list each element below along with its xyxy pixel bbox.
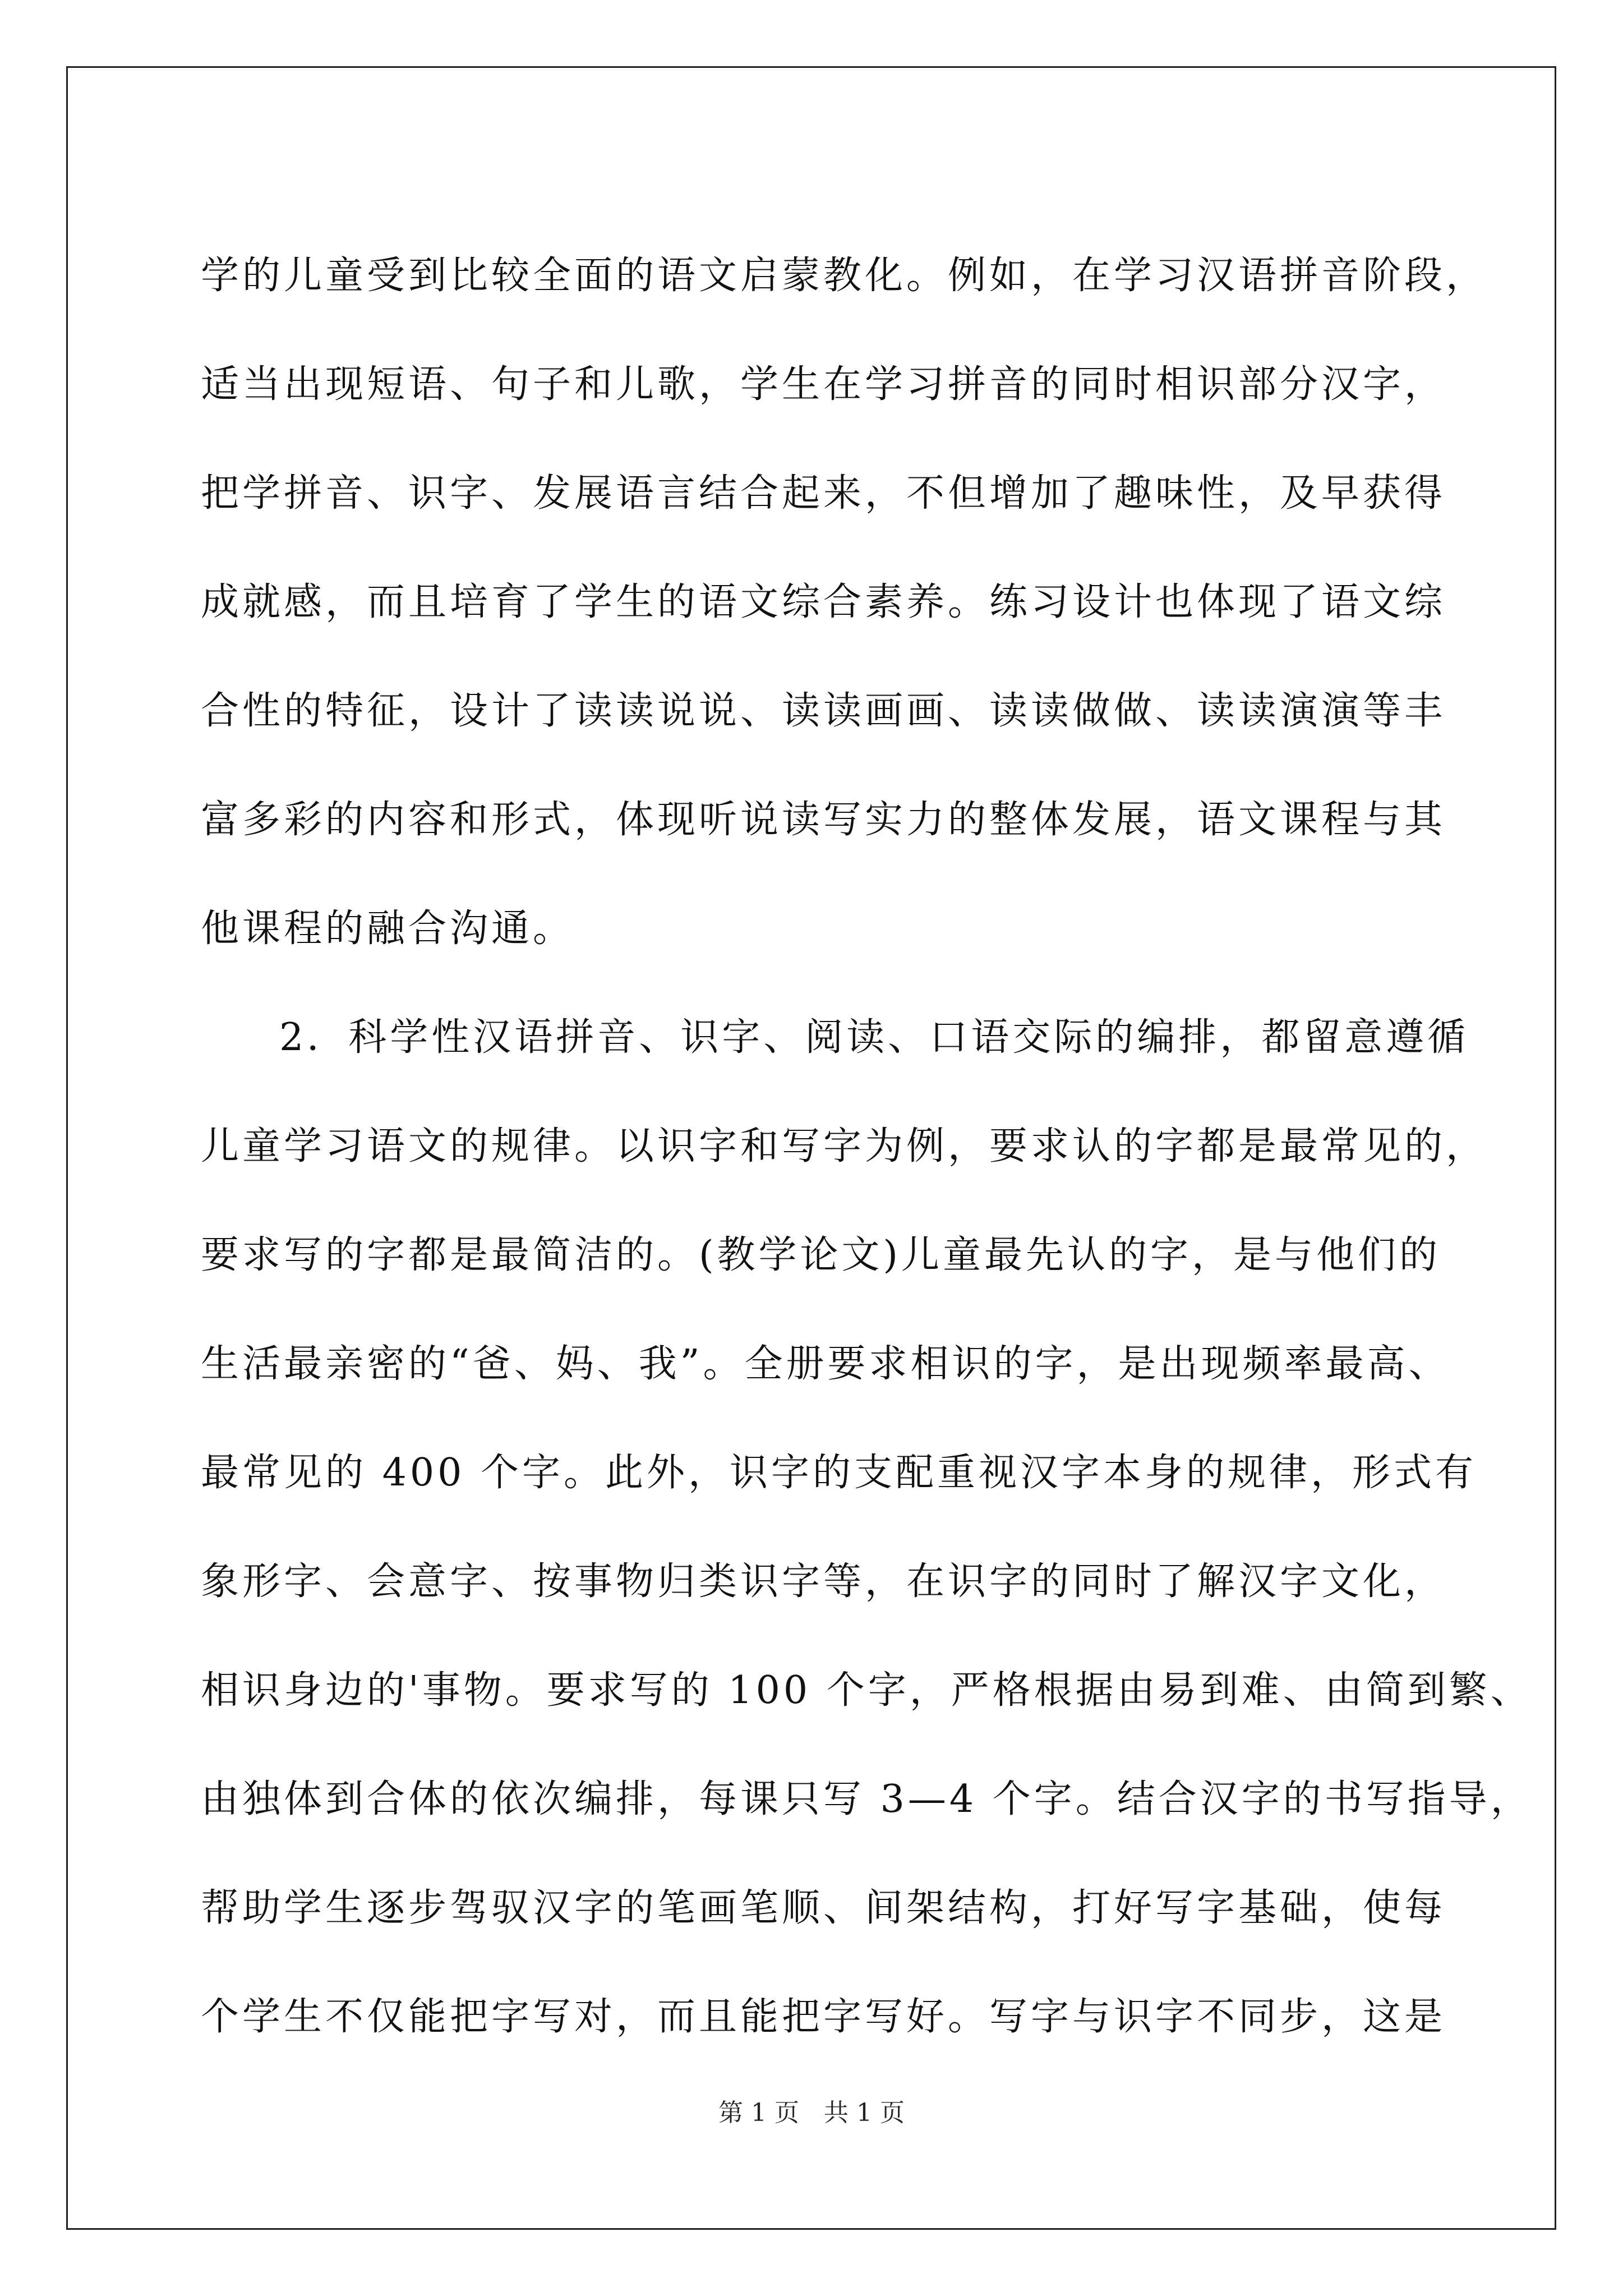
page-footer: 第 1 页 共 1 页: [718, 2099, 905, 2127]
text-line: 帮助学生逐步驾驭汉字的笔画笔顺、间架结构，打好写字基础，使每: [201, 1886, 1446, 1930]
text-line: 相识身边的'事物。要求写的 100 个字，严格根据由易到难、由简到繁、: [201, 1668, 1532, 1713]
text-line: 合性的特征，设计了读读说说、读读画画、读读做做、读读演演等丰: [201, 689, 1446, 733]
text-line: 他课程的融合沟通。: [201, 907, 575, 951]
text-line: 成就感，而且培育了学生的语文综合素养。练习设计也体现了语文综: [201, 580, 1446, 624]
body-text: [201, 222, 1532, 2072]
text-line: 由独体到合体的依次编排，每课只写 3—4 个字。结合汉字的书写指导，: [201, 1777, 1532, 1821]
text-line: 富多彩的内容和形式，体现听说读写实力的整体发展，语文课程与其: [201, 798, 1446, 842]
text-line: 象形字、会意字、按事物归类识字等，在识字的同时了解汉字文化，: [201, 1559, 1446, 1604]
text-line: 要求写的字都是最简洁的。(教学论文)儿童最先认的字，是与他们的: [201, 1233, 1441, 1277]
text-line: 个学生不仅能把字写对，而且能把字写好。写字与识字不同步，这是: [201, 1995, 1446, 2039]
text-line: 2．科学性汉语拼音、识字、阅读、口语交际的编排，都留意遵循: [279, 1015, 1469, 1060]
text-line: 学的儿童受到比较全面的语文启蒙教化。例如，在学习汉语拼音阶段，: [201, 254, 1488, 298]
text-line: 适当出现短语、句子和儿歌，学生在学习拼音的同时相识部分汉字，: [201, 362, 1446, 407]
text-line: 把学拼音、识字、发展语言结合起来，不但增加了趣味性，及早获得: [201, 471, 1446, 516]
text-line: 儿童学习语文的规律。以识字和写字为例，要求认的字都是最常见的，: [201, 1124, 1488, 1168]
text-line: 生活最亲密的“爸、妈、我”。全册要求相识的字，是出现频率最高、: [201, 1342, 1450, 1386]
text-line: 最常见的 400 个字。此外，识字的支配重视汉字本身的规律，形式有: [201, 1451, 1477, 1495]
